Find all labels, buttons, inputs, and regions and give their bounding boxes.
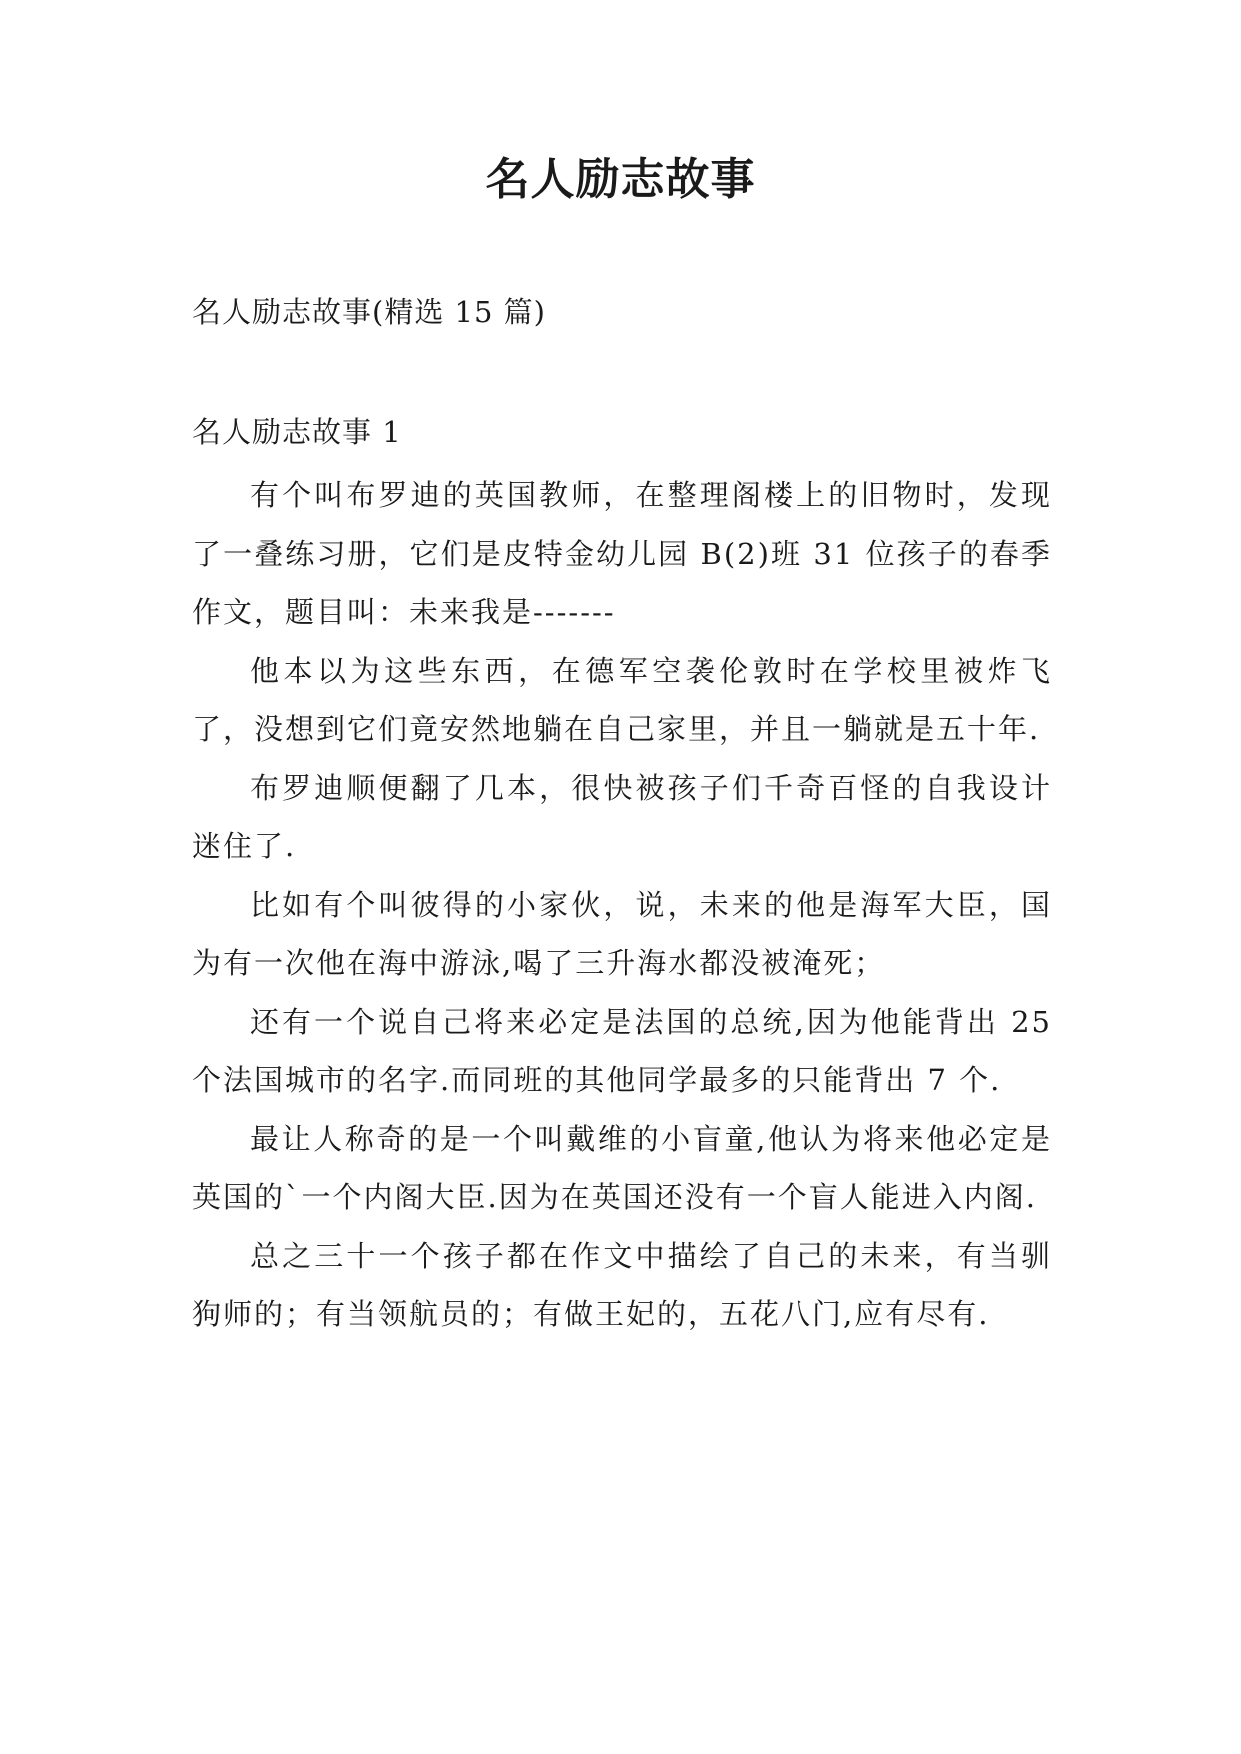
- paragraph: 还有一个说自己将来必定是法国的总统,因为他能背出 25 个法国城市的名字.而同班的其他同学最多的只能背出 7 个.: [192, 1004, 1052, 1097]
- section-heading: 名人励志故事 1: [192, 415, 402, 449]
- paragraph: 布罗迪顺便翻了几本，很快被孩子们千奇百怪的自我设计迷住了.: [192, 770, 1052, 863]
- paragraph: 最让人称奇的是一个叫戴维的小盲童,他认为将来他必定是英国的`一个内阁大臣.因为在英国还没有一个盲人能进入内阁.: [192, 1121, 1052, 1214]
- paragraph: 他本以为这些东西，在德军空袭伦敦时在学校里被炸飞了，没想到它们竟安然地躺在自己家里，并且一躺就是五十年.: [192, 653, 1052, 746]
- document-title: 名人励志故事: [485, 154, 756, 205]
- document-subtitle: 名人励志故事(精选 15 篇): [192, 295, 546, 329]
- story-body: [192, 466, 1052, 1344]
- paragraph: 有个叫布罗迪的英国教师，在整理阁楼上的旧物时，发现了一叠练习册，它们是皮特金幼儿园 B(2)班 31 位孩子的春季作文，题目叫：未来我是-------: [192, 478, 1052, 629]
- paragraph: 总之三十一个孩子都在作文中描绘了自己的未来，有当驯狗师的；有当领航员的；有做王妃的，五花八门,应有尽有.: [192, 1238, 1052, 1331]
- paragraph: 比如有个叫彼得的小家伙，说，未来的他是海军大臣，国为有一次他在海中游泳,喝了三升海水都没被淹死；: [192, 887, 1052, 980]
